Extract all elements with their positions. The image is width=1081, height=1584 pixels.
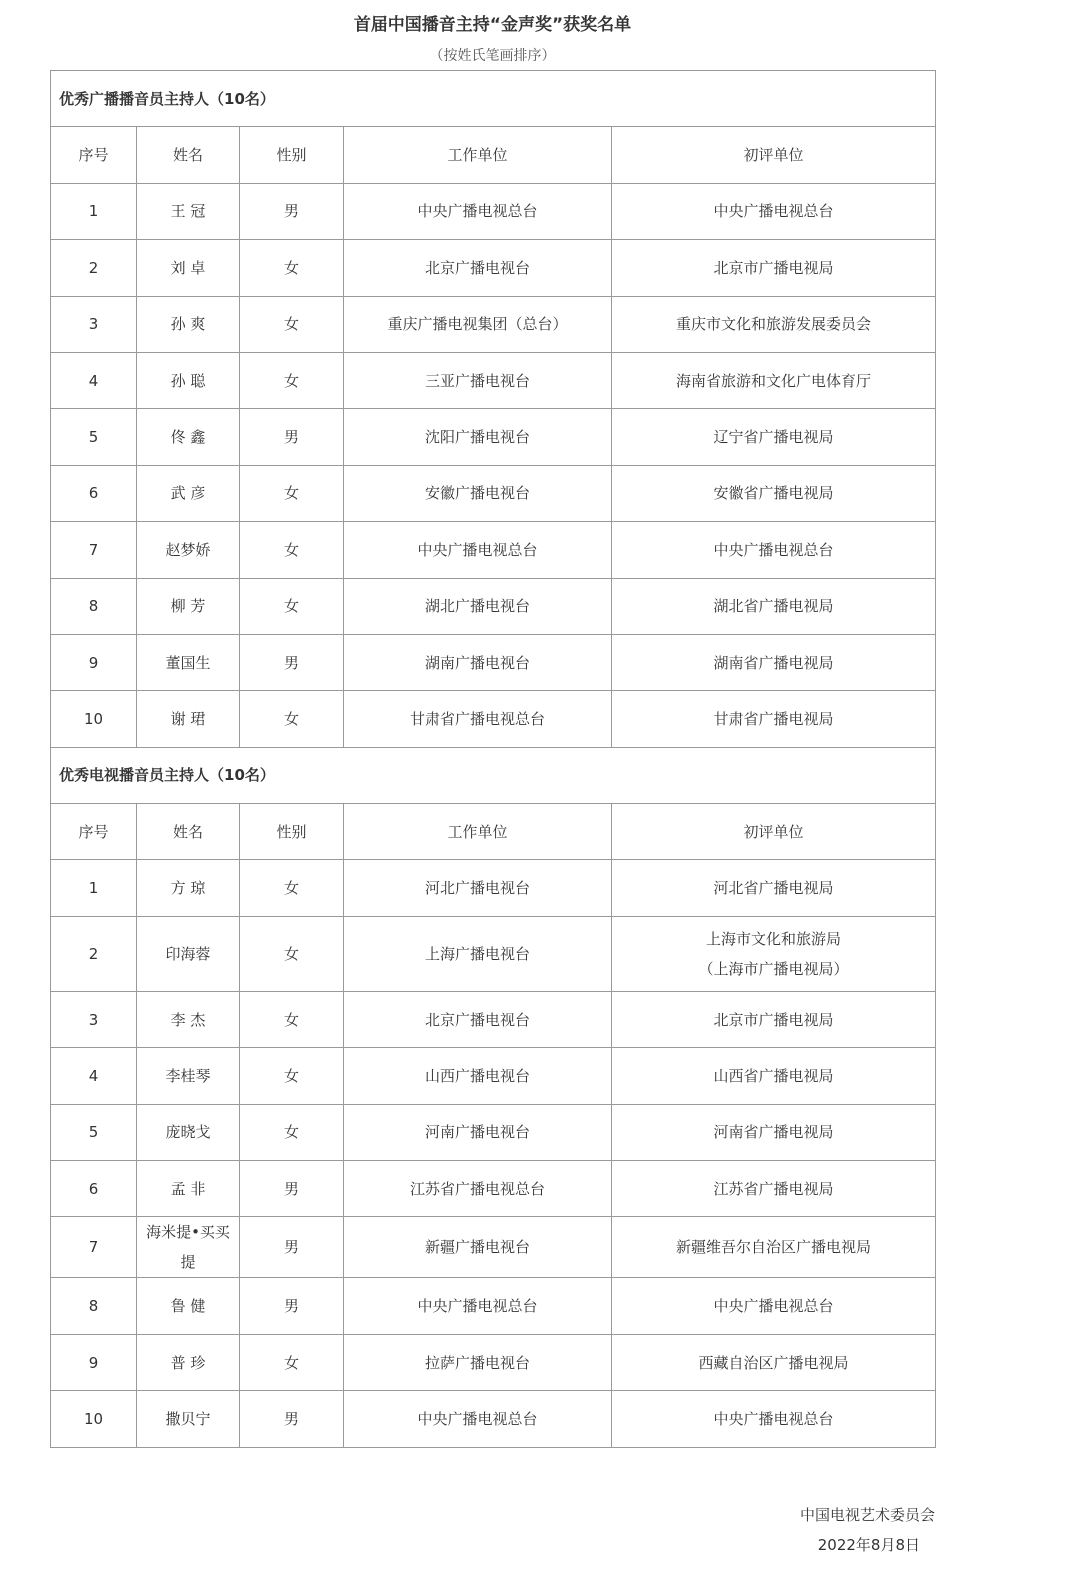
cell-review-unit: 湖北省广播电视局 [612,578,936,634]
cell-review-unit: 甘肃省广播电视局 [612,691,936,747]
cell-name: 谢 珺 [137,691,240,747]
cell-gender: 男 [240,409,344,465]
cell-name [137,1217,240,1278]
cell-name: 撒贝宁 [137,1391,240,1447]
cell-number: 1 [51,183,137,239]
cell-work-unit: 北京广播电视台 [344,240,612,296]
cell-review-unit: 中央广播电视总台 [612,1278,936,1334]
header-review-unit: 初评单位 [612,804,936,860]
cell-name: 鲁 健 [137,1278,240,1334]
cell-gender: 女 [240,860,344,916]
cell-work-unit: 湖北广播电视台 [344,578,612,634]
cell-review-unit: 安徽省广播电视局 [612,465,936,521]
cell-number: 3 [51,296,137,352]
header-work-unit: 工作单位 [344,127,612,183]
header-gender: 性别 [240,804,344,860]
cell-gender: 女 [240,916,344,991]
table-row [51,1334,936,1390]
cell-number: 10 [51,1391,137,1447]
cell-work-unit: 甘肃省广播电视总台 [344,691,612,747]
cell-name: 刘 卓 [137,240,240,296]
cell-gender: 女 [240,522,344,578]
cell-review-unit: 重庆市文化和旅游发展委员会 [612,296,936,352]
cell-work-unit: 中央广播电视总台 [344,183,612,239]
cell-name: 印海蓉 [137,916,240,991]
cell-gender: 女 [240,296,344,352]
cell-review-unit: 山西省广播电视局 [612,1048,936,1104]
cell-review-unit-line2: （上海市广播电视局） [698,959,849,978]
table-row [51,1161,936,1217]
cell-gender: 男 [240,1391,344,1447]
header-number: 序号 [51,804,137,860]
cell-name: 李桂琴 [137,1048,240,1104]
cell-name: 赵梦娇 [137,522,240,578]
cell-review-unit: 河北省广播电视局 [612,860,936,916]
table-row [51,409,936,465]
cell-review-unit: 中央广播电视总台 [612,522,936,578]
cell-name: 李 杰 [137,991,240,1047]
cell-work-unit: 拉萨广播电视台 [344,1334,612,1390]
cell-work-unit: 山西广播电视台 [344,1048,612,1104]
cell-work-unit: 新疆广播电视台 [344,1217,612,1278]
cell-work-unit: 北京广播电视台 [344,991,612,1047]
cell-work-unit: 中央广播电视总台 [344,1278,612,1334]
header-number: 序号 [51,127,137,183]
cell-number: 7 [51,522,137,578]
table-row [51,916,936,991]
cell-name: 孙 聪 [137,352,240,408]
cell-name: 孙 爽 [137,296,240,352]
cell-name: 普 珍 [137,1334,240,1390]
section-title-row [51,71,936,127]
cell-name: 方 琼 [137,860,240,916]
document-title: 首届中国播音主持“金声奖”获奖名单 [353,15,632,35]
cell-number: 10 [51,691,137,747]
cell-review-unit: 西藏自治区广播电视局 [612,1334,936,1390]
cell-review-unit: 北京市广播电视局 [612,991,936,1047]
header-name: 姓名 [137,127,240,183]
awards-table-body [51,71,936,1448]
cell-number: 5 [51,1104,137,1160]
cell-gender: 男 [240,1278,344,1334]
table-row [51,1391,936,1447]
cell-number: 6 [51,1161,137,1217]
header-gender: 性别 [240,127,344,183]
cell-number: 2 [51,916,137,991]
cell-number: 2 [51,240,137,296]
table-row [51,691,936,747]
cell-work-unit: 中央广播电视总台 [344,522,612,578]
cell-review-unit: 河南省广播电视局 [612,1104,936,1160]
header-work-unit: 工作单位 [344,804,612,860]
cell-work-unit: 中央广播电视总台 [344,1391,612,1447]
table-row [51,183,936,239]
table-row [51,352,936,408]
cell-number: 5 [51,409,137,465]
section-title-row [51,747,936,803]
cell-review-unit [612,916,936,991]
cell-name: 佟 鑫 [137,409,240,465]
cell-number: 8 [51,578,137,634]
cell-number: 9 [51,634,137,690]
table-row [51,991,936,1047]
cell-name: 孟 非 [137,1161,240,1217]
cell-review-unit: 中央广播电视总台 [612,183,936,239]
table-row [51,1217,936,1278]
column-header-row [51,804,936,860]
cell-work-unit: 重庆广播电视集团（总台） [344,296,612,352]
cell-work-unit: 湖南广播电视台 [344,634,612,690]
column-header-row [51,127,936,183]
table-row [51,634,936,690]
cell-name: 董国生 [137,634,240,690]
header-name: 姓名 [137,804,240,860]
cell-number: 3 [51,991,137,1047]
cell-gender: 女 [240,1048,344,1104]
cell-name: 武 彦 [137,465,240,521]
cell-review-unit: 海南省旅游和文化广电体育厅 [612,352,936,408]
cell-number: 8 [51,1278,137,1334]
cell-work-unit: 河北广播电视台 [344,860,612,916]
table-row [51,1278,936,1334]
table-row [51,240,936,296]
table-row [51,1048,936,1104]
table-row [51,1104,936,1160]
cell-gender: 女 [240,240,344,296]
section-title: 优秀广播播音员主持人（10名） [51,71,936,127]
cell-name-line2: 提 [180,1253,196,1272]
cell-work-unit: 安徽广播电视台 [344,465,612,521]
cell-number: 7 [51,1217,137,1278]
table-row [51,465,936,521]
cell-gender: 男 [240,1217,344,1278]
cell-gender: 女 [240,1334,344,1390]
cell-gender: 男 [240,634,344,690]
cell-gender: 女 [240,991,344,1047]
cell-number: 4 [51,352,137,408]
cell-review-unit: 北京市广播电视局 [612,240,936,296]
table-row [51,578,936,634]
section-title: 优秀电视播音员主持人（10名） [51,747,936,803]
table-row [51,296,936,352]
footer-date: 2022年8月8日 [817,1536,920,1554]
cell-review-unit-line1: 上海市文化和旅游局 [706,929,842,948]
cell-gender: 女 [240,691,344,747]
cell-gender: 男 [240,183,344,239]
header-review-unit: 初评单位 [612,127,936,183]
cell-review-unit: 江苏省广播电视局 [612,1161,936,1217]
cell-gender: 男 [240,1161,344,1217]
cell-name: 柳 芳 [137,578,240,634]
cell-review-unit: 新疆维吾尔自治区广播电视局 [612,1217,936,1278]
table-row [51,522,936,578]
cell-work-unit: 上海广播电视台 [344,916,612,991]
footer-organization: 中国电视艺术委员会 [799,1506,935,1524]
cell-work-unit: 三亚广播电视台 [344,352,612,408]
cell-review-unit: 辽宁省广播电视局 [612,409,936,465]
cell-gender: 女 [240,352,344,408]
cell-work-unit: 沈阳广播电视台 [344,409,612,465]
cell-number: 1 [51,860,137,916]
cell-review-unit: 湖南省广播电视局 [612,634,936,690]
cell-work-unit: 河南广播电视台 [344,1104,612,1160]
cell-work-unit: 江苏省广播电视总台 [344,1161,612,1217]
cell-gender: 女 [240,578,344,634]
cell-gender: 女 [240,465,344,521]
cell-number: 4 [51,1048,137,1104]
cell-gender: 女 [240,1104,344,1160]
cell-name: 庞晓戈 [137,1104,240,1160]
cell-name: 王 冠 [137,183,240,239]
cell-name-line1: 海米提•买买 [146,1223,230,1242]
cell-number: 6 [51,465,137,521]
cell-review-unit: 中央广播电视总台 [612,1391,936,1447]
cell-number: 9 [51,1334,137,1390]
table-row [51,860,936,916]
awards-table [50,70,936,1448]
document-subtitle: （按姓氏笔画排序） [429,48,556,64]
